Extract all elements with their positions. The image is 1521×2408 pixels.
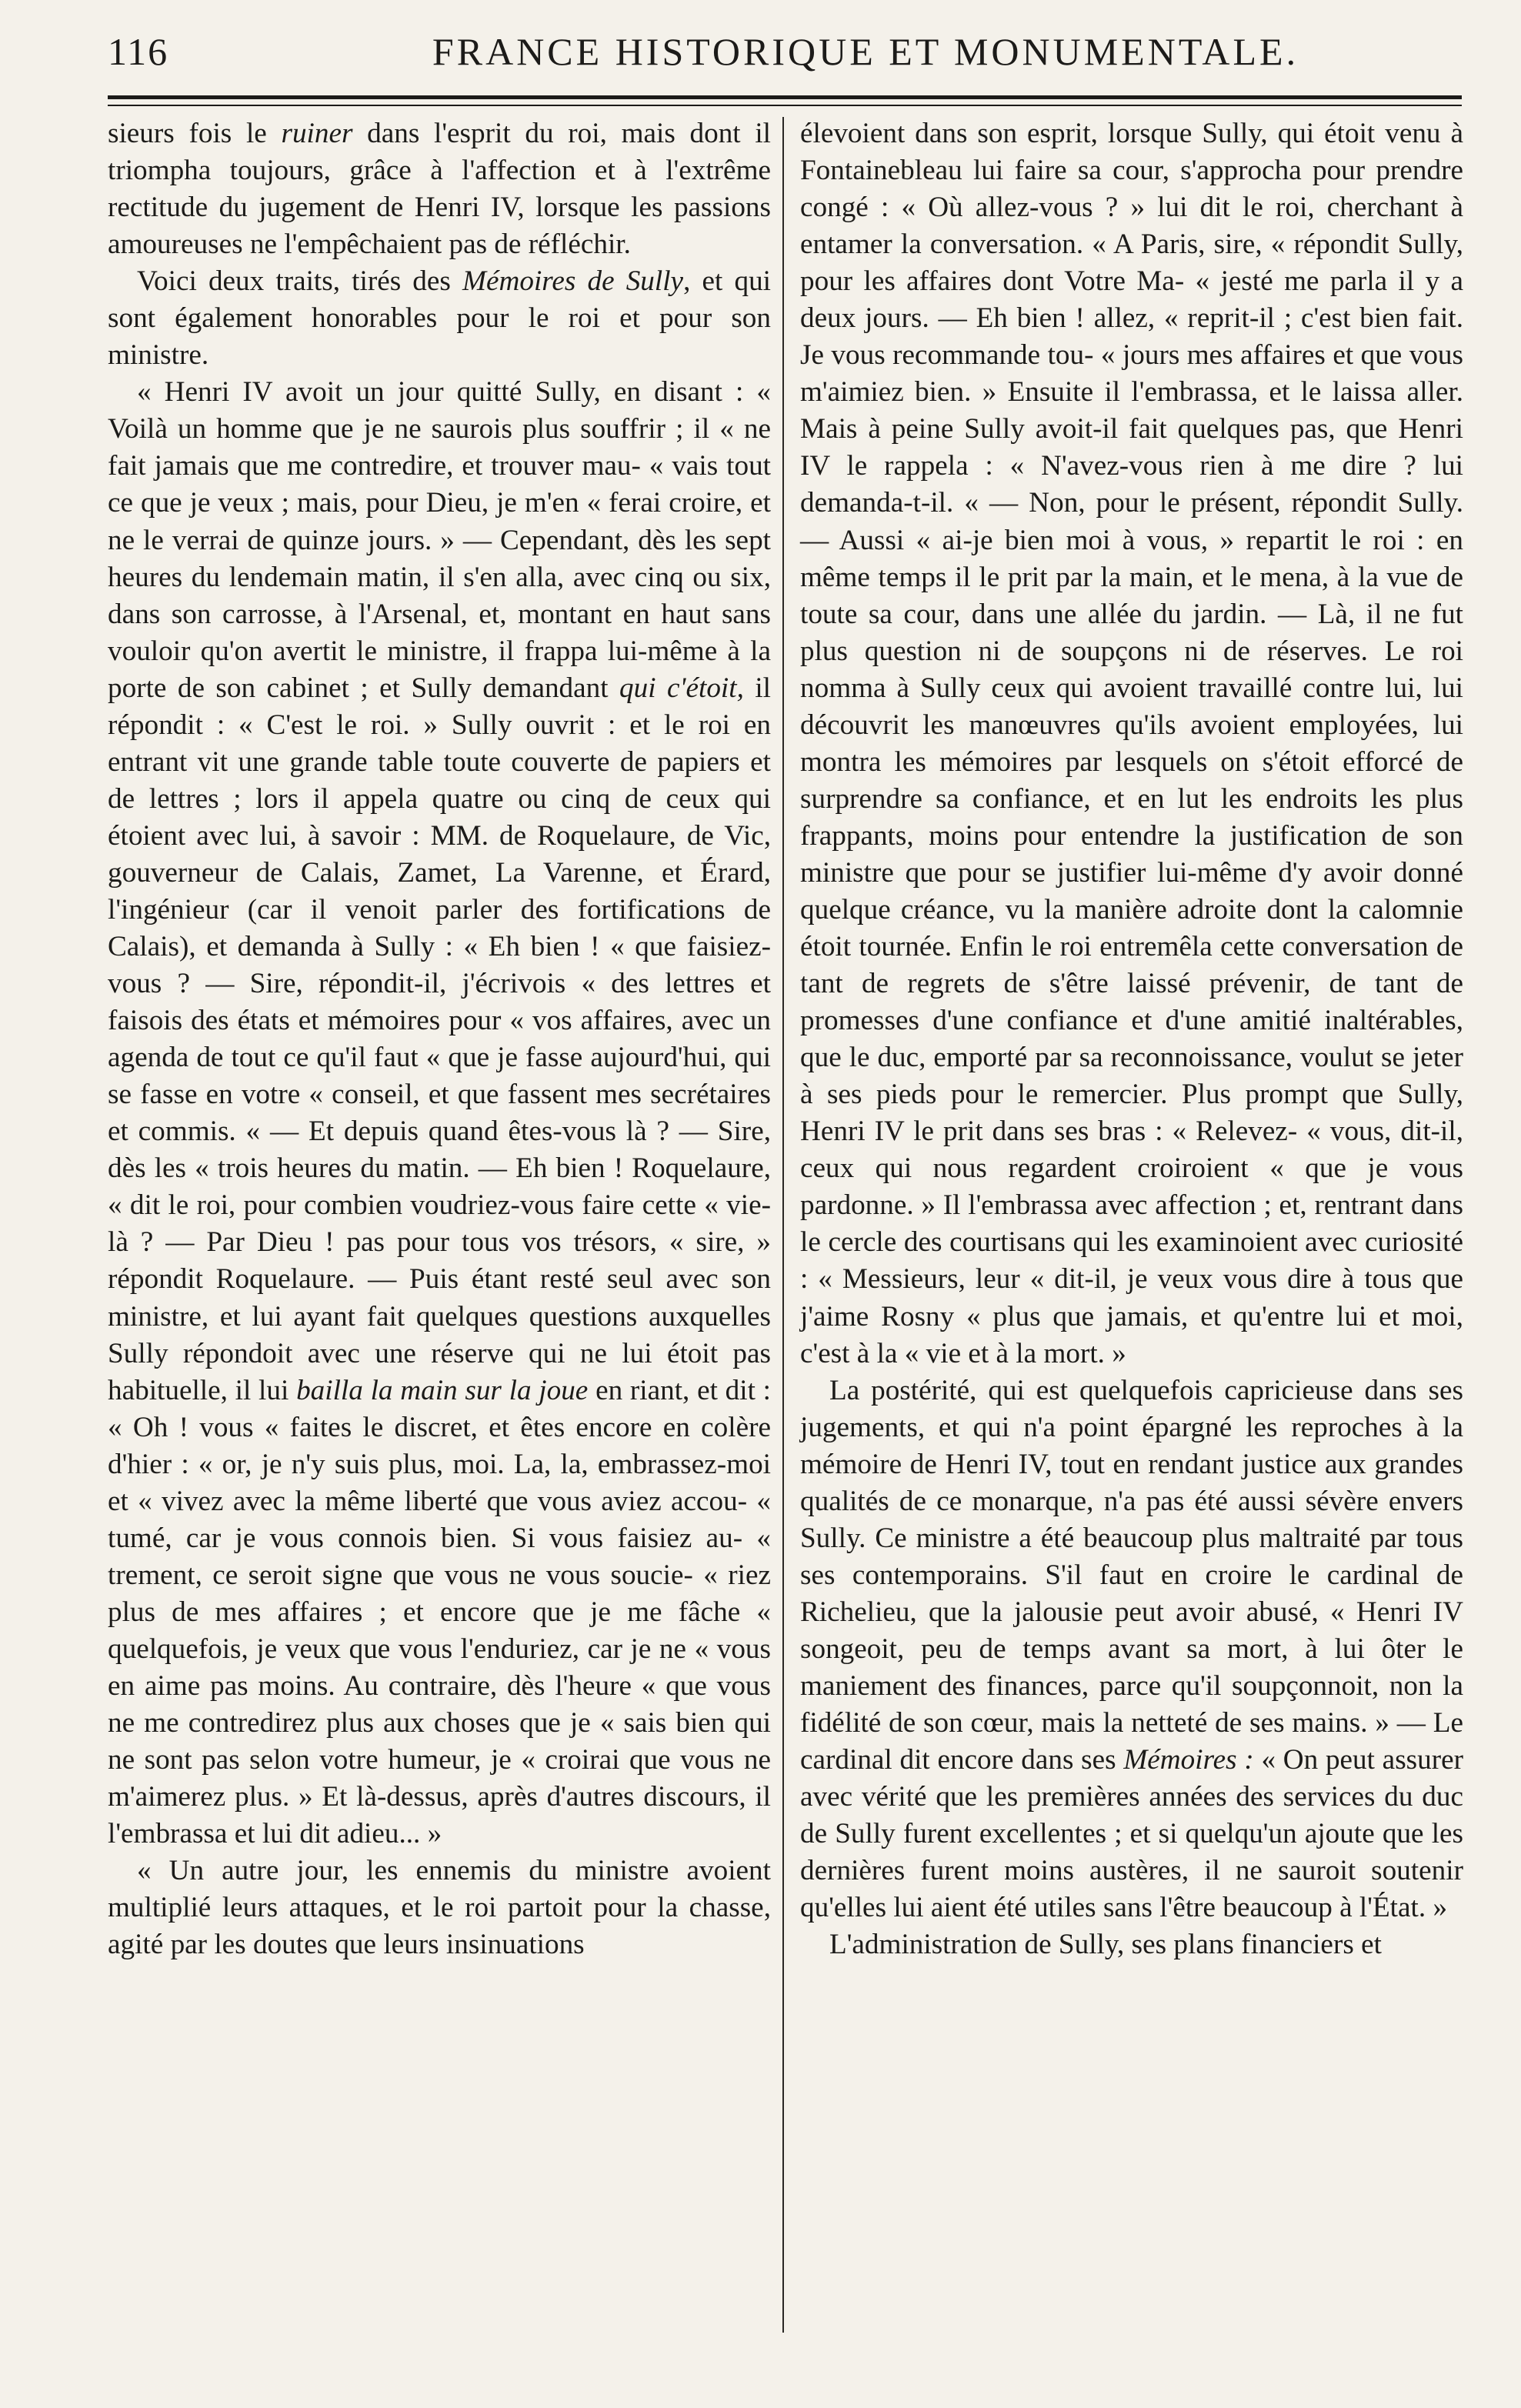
italic-text: qui c'étoit,	[619, 672, 744, 704]
text-run: en riant, et dit : « Oh ! vous « faites le discret, et êtes encore en colère d'hier : « or, je n'y suis plus, moi. La, la, embrassez-moi et « vivez avec la même liberté que vous aviez accou- « tumé, car je vous connois bien. Si vous faisiez au- « trement, ce seroit signe que vous ne vous soucie- « riez plus de mes affaires ; et encore que je me fâche « quelquefois, je veux que vous l'enduriez, car je ne « vous en aime pas moins. Au contraire, dès l'heure « que vous ne me contredirez plus aux choses que je « sais bien qui ne sont pas selon votre humeur, je « croirai que vous ne m'aimerez plus. » Et là-dessus, après d'autres discours, il l'embrassa et lui dit adieu... »	[108, 1374, 771, 1850]
left-column	[108, 115, 771, 1963]
running-title: FRANCE HISTORIQUE ET MONUMENTALE.	[432, 30, 1299, 73]
text-run: dans l'esprit du roi, mais dont il triompha toujours, grâce à l'affection et à l'extrême rectitude du jugement de Henri IV, lorsque les passions amoureuses ne l'empêchaient pas de réfléchir.	[108, 118, 771, 261]
page-header	[108, 29, 1462, 83]
header-rule-thin	[108, 105, 1462, 106]
paragraph	[108, 115, 771, 263]
paragraph	[108, 263, 771, 374]
column-divider	[782, 117, 784, 2333]
paragraph: élevoient dans son esprit, lorsque Sully, qui étoit venu à Fontainebleau lui faire sa cour, s'approcha pour prendre congé : « Où allez-vous ? » lui dit le roi, cherchant à entamer la conversation. « A Paris, sire, « répondit Sully, pour les affaires dont Votre Ma- « jesté me parla il y a deux jours. — Eh bien ! allez, « reprit-il ; c'est bien fait. Je vous recommande tou- « jours mes affaires et que vous m'aimiez bien. » Ensuite il l'embrassa, et le laissa aller. Mais à peine Sully avoit-il fait quelques pas, que Henri IV le rappela : « N'avez-vous rien à me dire ? lui demanda-t-il. « — Non, pour le présent, répondit Sully. — Aussi « ai-je bien moi à vous, » repartit le roi : en même temps il le prit par la main, et le mena, à la vue de toute sa cour, dans une allée du jardin. — Là, il ne fut plus question ni de soupçons ni de réserves. Le roi nomma à Sully ceux qui avoient travaillé contre lui, lui découvrit les manœuvres qu'ils avoient employées, lui montra les mémoires par lesquels on s'étoit efforcé de surprendre sa confiance, et en lut les endroits les plus frappants, moins pour entendre la justification de son ministre que pour se justifier lui-même d'y avoir donné quelque créance, vu la manière adroite dont la calomnie étoit tournée. Enfin le roi entremêla cette conversation de tant de regrets de s'être laissé prévenir, de tant de promesses d'une confiance et d'une amitié inaltérables, que le duc, emporté par sa reconnoissance, voulut se jeter à ses pieds pour le remercier. Plus prompt que Sully, Henri IV le prit dans ses bras : « Relevez- « vous, dit-il, ceux qui nous regardent croiroient « que je vous pardonne. » Il l'embrassa avec affection ; et, rentrant dans le cercle des courtisans qui les examinoient avec curiosité : « Messieurs, leur « dit-il, je veux vous dire à tous que j'aime Rosny « plus que jamais, et qu'entre lui et moi, c'est à la « vie et à la mort. »	[800, 118, 1463, 1369]
text-run: La postérité, qui est quelquefois capricieuse dans ses jugements, et qui n'a point épargné les reproches à la mémoire de Henri IV, tout en rendant justice aux grandes qualités de ce monarque, n'a pas été aussi sévère envers Sully. Ce ministre a été beaucoup plus maltraité par tous ses contemporains. S'il faut en croire le cardinal de Richelieu, que la jalousie peut avoir abusé, « Henri IV songeoit, peu de temps avant sa mort, à lui ôter le maniement des finances, parce qu'il soupçonnoit, non la fidélité de son cœur, mais la netteté de ses mains. » — Le cardinal dit encore dans ses	[800, 1374, 1463, 1776]
text-run: Voici deux traits, tirés des	[137, 265, 463, 298]
header-rule-thick	[108, 95, 1462, 99]
page-number: 116	[108, 30, 169, 73]
paragraph: L'administration de Sully, ses plans financiers et	[829, 1929, 1382, 1961]
italic-text: ruiner	[281, 118, 353, 149]
text-run: « On peut assurer avec vérité que les premières années des services du duc de Sully furent excellentes ; et si quelqu'un ajoute que les dernières furent moins austères, il ne sauroit soutenir qu'elles lui aient été utiles sans l'être beaucoup à l'État. »	[800, 1744, 1464, 1924]
paragraph	[800, 1372, 1463, 1927]
italic-text: Mémoires de Sully	[462, 265, 684, 298]
text-run: , et qui sont également honorables pour le roi et pour son ministre.	[108, 265, 771, 372]
paragraph	[108, 374, 771, 1853]
italic-text: Mémoires :	[1123, 1744, 1254, 1776]
text-run: il répondit : « C'est le roi. » Sully ouvrit : et le roi en entrant vit une grande table toute couverte de papiers et de lettres ; lors il appela quatre ou cinq de ceux qui étoient avec lui, à savoir : MM. de Roquelaure, de Vic, gouverneur de Calais, Zamet, La Varenne, et Érard, l'ingénieur (car il venoit parler des fortifications de Calais), et demanda à Sully : « Eh bien ! « que faisiez-vous ? — Sire, répondit-il, j'écrivois « des lettres et faisois des états et mémoires pour « vos affaires, avec un agenda de tout ce qu'il faut « que je fasse aujourd'hui, qui se fasse en votre « conseil, et que fassent mes secrétaires et commis. « — Et depuis quand êtes-vous là ? — Sire, dès les « trois heures du matin. — Eh bien ! Roquelaure, « dit le roi, pour combien voudriez-vous faire cette « vie-là ? — Par Dieu ! pas pour tous vos trésors, « sire, » répondit Roquelaure. — Puis étant resté seul avec son ministre, et lui ayant fait quelques questions auxquelles Sully répondoit avec une réserve qui ne lui étoit pas habituelle, il lui	[108, 672, 771, 1406]
paragraph: « Un autre jour, les ennemis du ministre avoient multiplié leurs attaques, et le roi partoit pour la chasse, agité par les doutes que leurs insinuations	[108, 1855, 771, 1961]
right-column	[800, 115, 1463, 1963]
italic-text: bailla la main sur la joue	[296, 1374, 589, 1406]
text-run: sieurs fois le	[108, 118, 282, 149]
text-run: « Henri IV avoit un jour quitté Sully, en disant : « Voilà un homme que je ne saurois plus souffrir ; il « ne fait jamais que me contredire, et trouver mau- « vais tout ce que je veux ; mais, pour Dieu, je m'en « ferai croire, et ne le verrai de quinze jours. » — Cependant, dès les sept heures du lendemain matin, il s'en alla, avec cinq ou six, dans son carrosse, à l'Arsenal, et, montant en haut sans vouloir qu'on avertit le ministre, il frappa lui-même à la porte de son cabinet ; et Sully demandant	[108, 376, 771, 704]
